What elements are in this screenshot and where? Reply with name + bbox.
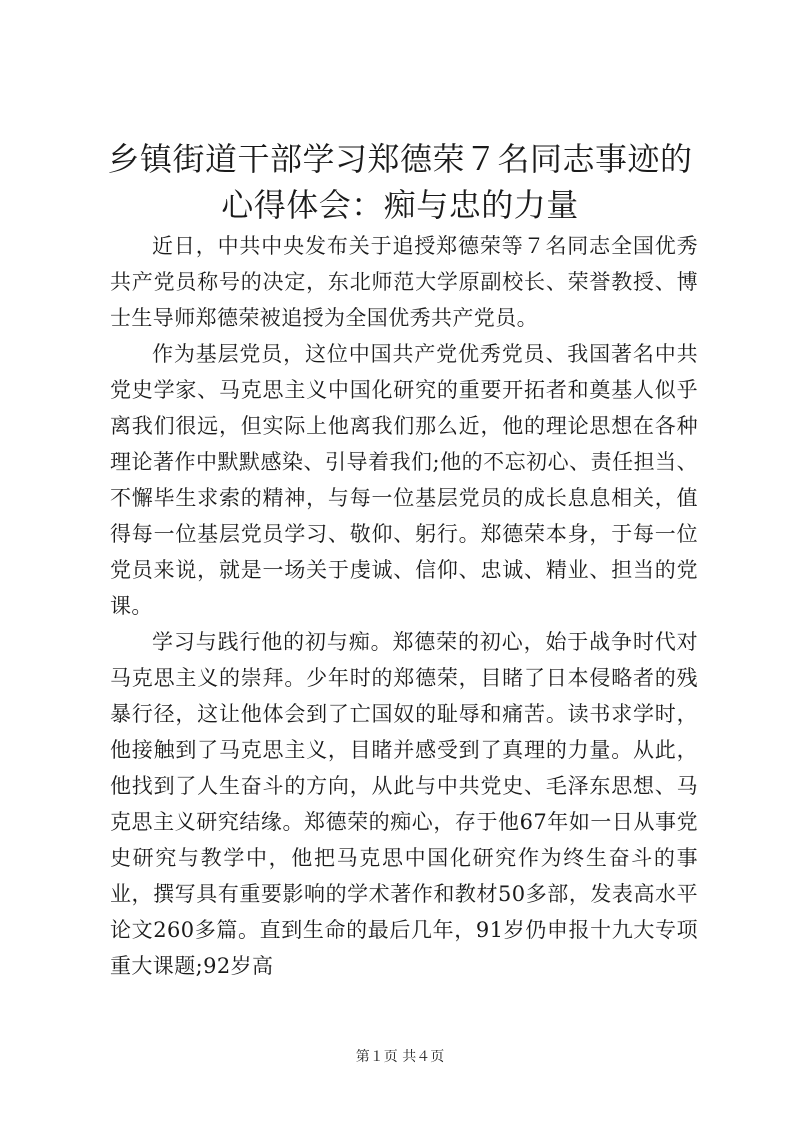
page-title: 乡镇街道干部学习郑德荣７名同志事迹的心得体会：痴与忠的力量 <box>107 140 693 224</box>
paragraph: 学习与践行他的初与痴。郑德荣的初心，始于战争时代对马克思主义的崇拜。少年时的郑德荣，目睹了日本侵略者的残暴行径，这让他体会到了亡国奴的耻辱和痛苦。读书求学时，他接触到了马克思主义，目睹并感受到了真理的力量。从此，他找到了人生奋斗的方向，从此与中共党史、毛泽东思想、马克思主义研究结缘。郑德荣的痴心，存于他67年如一日从事党史研究与教学中，他把马克思中国化研究作为终生奋斗的事业，撰写具有重要影响的学术著作和教材50多部，发表高水平论文260多篇。直到生命的最后几年，91岁仍申报十九大专项重大课题;92岁高 <box>110 630 698 978</box>
page-footer: 第１页 共４页 <box>355 1049 445 1065</box>
paragraph: 近日，中共中央发布关于追授郑德荣等７名同志全国优秀共产党员称号的决定，东北师范大学原副校长、荣誉教授、博士生导师郑德荣被追授为全国优秀共产党员。 <box>110 234 698 330</box>
body-text <box>110 228 698 984</box>
paragraph: 作为基层党员，这位中国共产党优秀党员、我国著名中共党史学家、马克思主义中国化研究的重要开拓者和奠基人似乎离我们很远，但实际上他离我们那么近，他的理论思想在各种理论著作中默默感染、引导着我们;他的不忘初心、责任担当、不懈毕生求索的精神，与每一位基层党员的成长息息相关，值得每一位基层党员学习、敬仰、躬行。郑德荣本身，于每一位党员来说，就是一场关于虔诚、信仰、忠诚、精业、担当的党课。 <box>110 342 698 618</box>
